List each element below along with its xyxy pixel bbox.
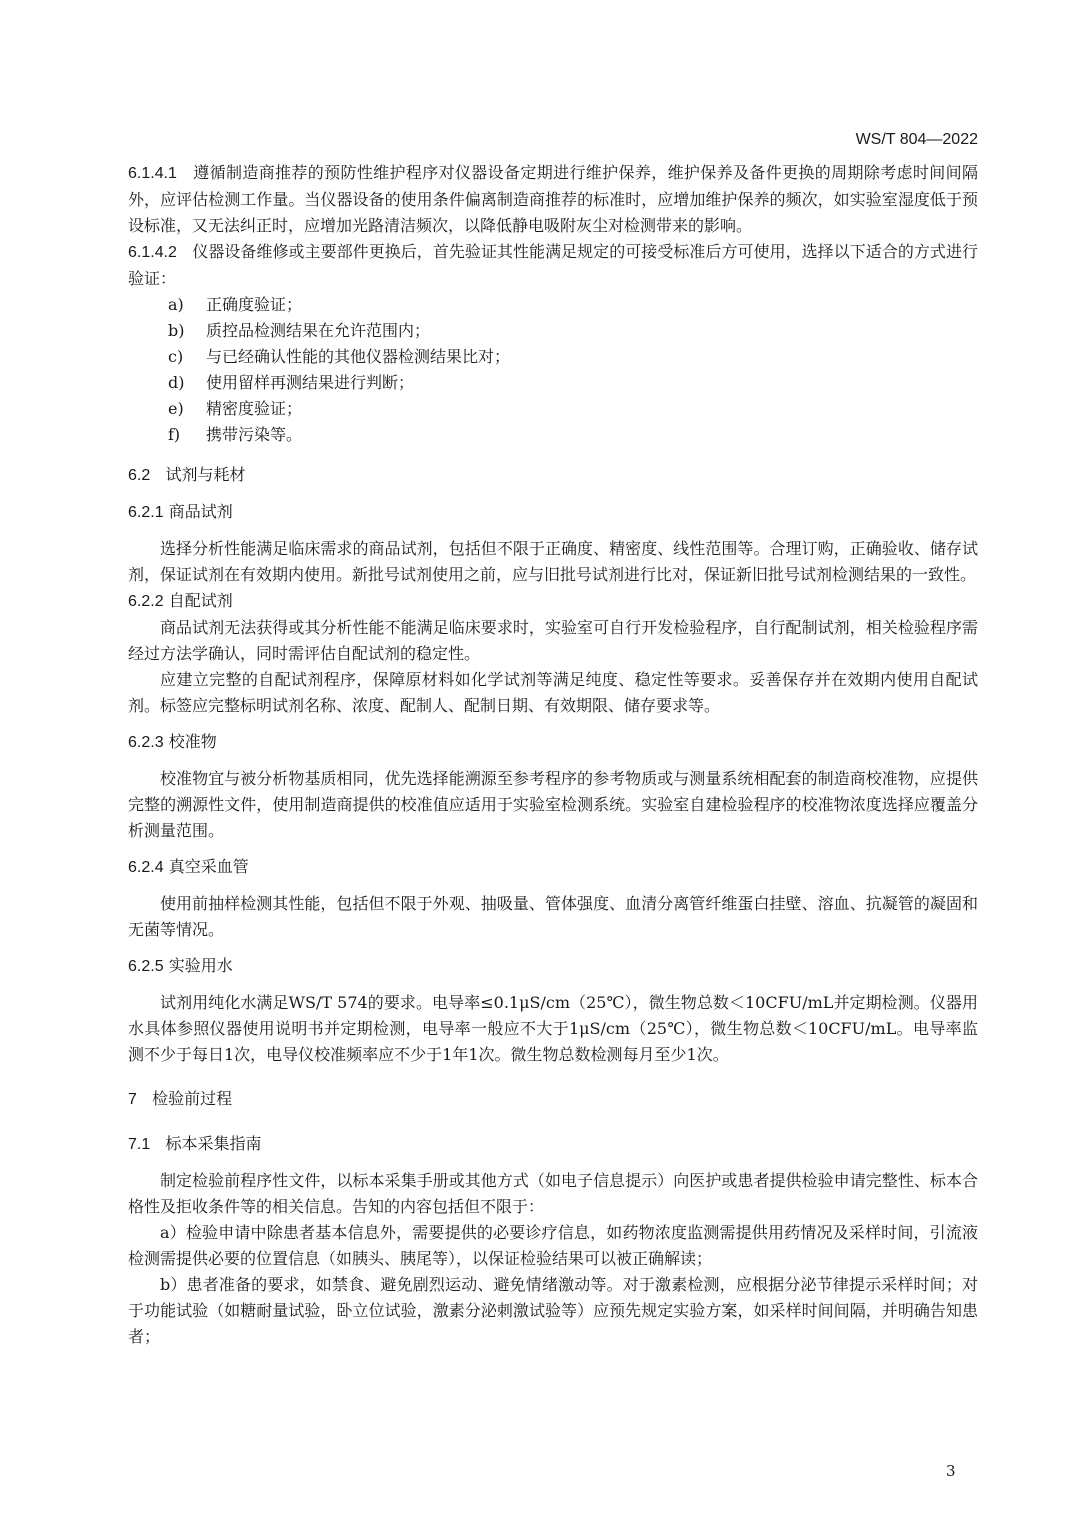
clause-6-1-4-1 xyxy=(128,160,978,239)
heading-title: 校准物 xyxy=(168,732,217,751)
heading-6-2-3 xyxy=(128,729,978,756)
heading-title: 自配试剂 xyxy=(168,591,233,610)
list-item xyxy=(128,396,978,422)
paragraph: 选择分析性能满足临床需求的商品试剂，包括但不限于正确度、精密度、线性范围等。合理订购，正确验收、储存试剂，保证试剂在有效期内使用。新批号试剂使用之前，应与旧批号试剂进行比对，保证新旧批号试剂检测结果的一致性。 xyxy=(128,539,978,584)
heading-7 xyxy=(128,1086,978,1113)
heading-6-2-1 xyxy=(128,499,978,526)
list-text: 与已经确认性能的其他仪器检测结果比对； xyxy=(206,347,511,366)
list-label: e) xyxy=(168,399,184,418)
heading-6-2-2 xyxy=(128,588,978,615)
list-item xyxy=(128,370,978,396)
heading-number: 7 xyxy=(128,1091,137,1108)
heading-6-2-4 xyxy=(128,854,978,881)
paragraph: b）患者准备的要求，如禁食、避免剧烈运动、避免情绪激动等。对于激素检测，应根据分泌节律提示采样时间；对于功能试验（如糖耐量试验，卧立位试验，激素分泌刺激试验等）应预先规定实验方案，如采样时间间隔，并明确告知患者； xyxy=(128,1275,978,1346)
list-text: 精密度验证； xyxy=(206,399,303,418)
list-text: 正确度验证； xyxy=(206,295,303,314)
list-label: b) xyxy=(168,321,185,340)
heading-title: 检验前过程 xyxy=(152,1089,233,1108)
paragraph: a）检验申请中除患者基本信息外，需要提供的必要诊疗信息，如药物浓度监测需提供用药情况及采样时间，引流液检测需提供必要的位置信息（如胰头、胰尾等），以保证检验结果可以被正确解读； xyxy=(128,1223,978,1268)
heading-number: 7.1 xyxy=(128,1136,151,1153)
clause-text: 遵循制造商推荐的预防性维护程序对仪器设备定期进行维护保养，维护保养及备件更换的周期除考虑时间间隔外，应评估检测工作量。当仪器设备的使用条件偏离制造商推荐的标准时，应增加维护保养的频次，如实验室湿度低于预设标准，又无法纠正时，应增加光路清洁频次，以降低静电吸附灰尘对检测带来的影响。 xyxy=(128,163,978,235)
heading-number: 6.2.5 xyxy=(128,958,164,975)
heading-title: 试剂与耗材 xyxy=(165,465,246,484)
clause-6-1-4-2 xyxy=(128,239,978,292)
list-item xyxy=(128,318,978,344)
standard-code: WS/T 804—2022 xyxy=(855,131,978,148)
document-body xyxy=(128,160,978,1350)
paragraph: 制定检验前程序性文件，以标本采集手册或其他方式（如电子信息提示）向医护或患者提供检验申请完整性、标本合格性及拒收条件等的相关信息。告知的内容包括但不限于： xyxy=(128,1171,978,1216)
list-label: a) xyxy=(168,295,184,314)
heading-title: 商品试剂 xyxy=(168,502,233,521)
page-number: 3 xyxy=(946,1462,956,1480)
list-text: 使用留样再测结果进行判断； xyxy=(206,373,415,392)
list-item xyxy=(128,422,978,448)
clause-number: 6.1.4.1 xyxy=(128,165,177,182)
list-label: c) xyxy=(168,347,184,366)
paragraph: 应建立完整的自配试剂程序，保障原材料如化学试剂等满足纯度、稳定性等要求。妥善保存并在效期内使用自配试剂。标签应完整标明试剂名称、浓度、配制人、配制日期、有效期限、储存要求等。 xyxy=(128,670,978,715)
list-label: d) xyxy=(168,373,185,392)
heading-6-2 xyxy=(128,462,978,489)
heading-number: 6.2.2 xyxy=(128,593,164,610)
heading-7-1 xyxy=(128,1131,978,1158)
verification-list xyxy=(128,292,978,448)
list-text: 携带污染等。 xyxy=(206,425,303,444)
list-label: f) xyxy=(168,425,181,444)
paragraph: 校准物宜与被分析物基质相同，优先选择能溯源至参考程序的参考物质或与测量系统相配套的制造商校准物，应提供完整的溯源性文件，使用制造商提供的校准值应适用于实验室检测系统。实验室自建检验程序的校准物浓度选择应覆盖分析测量范围。 xyxy=(128,769,978,840)
heading-6-2-5 xyxy=(128,953,978,980)
heading-number: 6.2 xyxy=(128,467,151,484)
heading-title: 真空采血管 xyxy=(168,857,249,876)
heading-number: 6.2.4 xyxy=(128,859,164,876)
paragraph: 使用前抽样检测其性能，包括但不限于外观、抽吸量、管体强度、血清分离管纤维蛋白挂壁、溶血、抗凝管的凝固和无菌等情况。 xyxy=(128,894,978,939)
heading-number: 6.2.3 xyxy=(128,734,164,751)
list-item xyxy=(128,292,978,318)
heading-title: 标本采集指南 xyxy=(165,1134,262,1153)
heading-title: 实验用水 xyxy=(168,956,233,975)
paragraph: 商品试剂无法获得或其分析性能不能满足临床要求时，实验室可自行开发检验程序，自行配制试剂，相关检验程序需经过方法学确认，同时需评估自配试剂的稳定性。 xyxy=(128,618,978,663)
list-item xyxy=(128,344,978,370)
clause-text: 仪器设备维修或主要部件更换后，首先验证其性能满足规定的可接受标准后方可使用，选择以下适合的方式进行验证： xyxy=(128,242,978,288)
heading-number: 6.2.1 xyxy=(128,504,164,521)
clause-number: 6.1.4.2 xyxy=(128,244,177,261)
paragraph: 试剂用纯化水满足WS/T 574的要求。电导率≤0.1μS/cm（25℃），微生物总数＜10CFU/mL并定期检测。仪器用水具体参照仪器使用说明书并定期检测，电导率一般应不大于1μS/cm（25℃），微生物总数＜10CFU/mL。电导率监测不少于每日1次，电导仪校准频率应不少于1年1次。微生物总数检测每月至少1次。 xyxy=(128,993,978,1064)
list-text: 质控品检测结果在允许范围内； xyxy=(206,321,431,340)
